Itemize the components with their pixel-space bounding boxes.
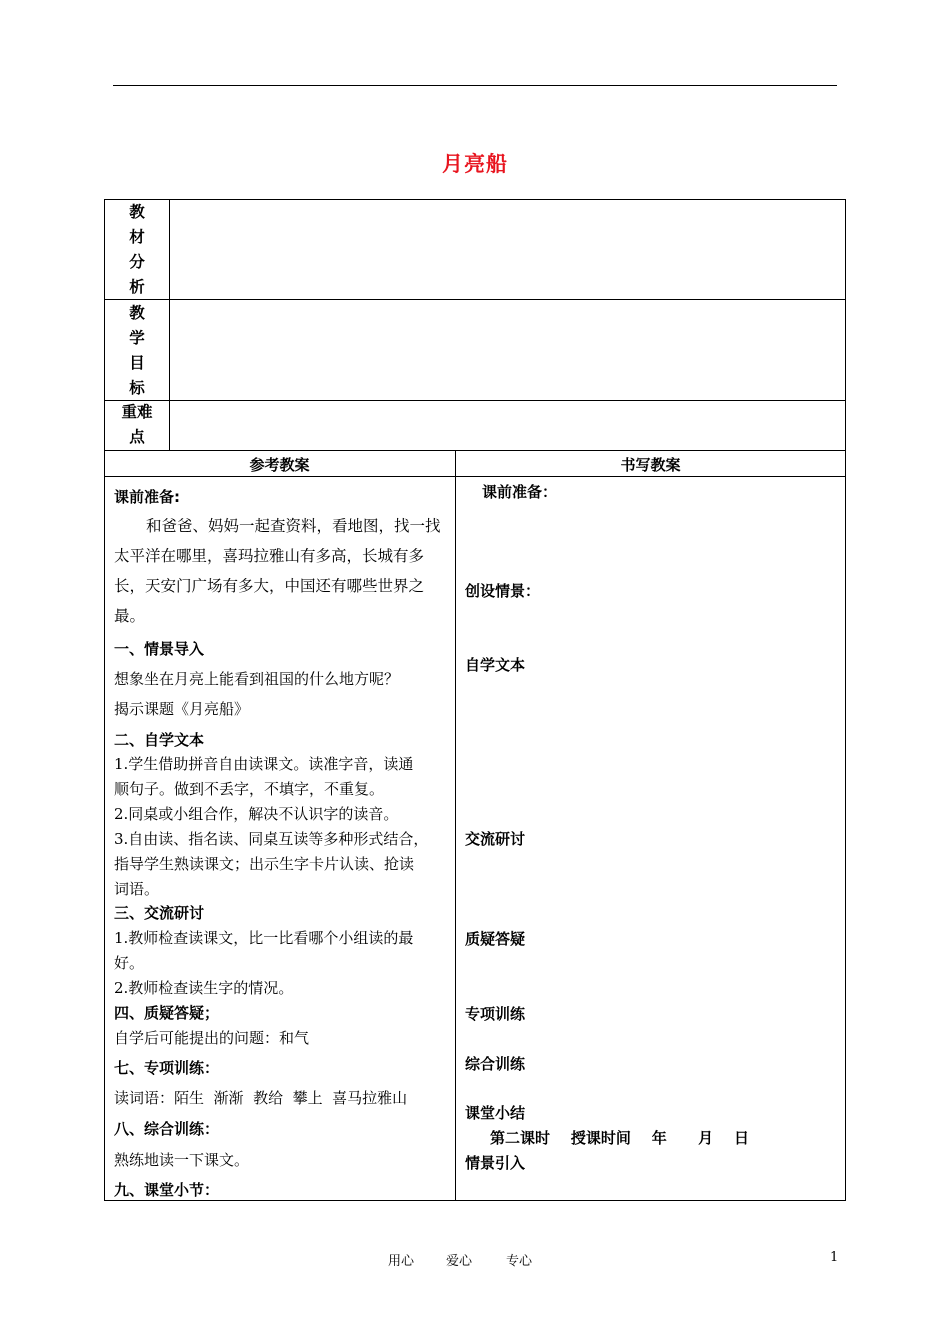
page-number: 1 [830, 1250, 839, 1265]
prep-heading: 课前准备: [114, 488, 180, 506]
row-label-goals: 教 学 目 标 [129, 304, 145, 397]
right-self-study-heading: 自学文本 [465, 656, 526, 674]
row-divider [104, 299, 846, 300]
section-4-heading: 四、质疑答疑； [114, 1004, 220, 1022]
right-qa-heading: 质疑答疑 [465, 930, 526, 948]
right-intro-heading: 情景引入 [465, 1154, 526, 1172]
section-2-line: 指导学生熟读课文；出示生字卡片认读、抢读 [114, 855, 415, 873]
section-2-line: 1.学生借助拼音自由读课文。读准字音，读通 [114, 755, 414, 773]
section-4-line: 自学后可能提出的问题：和气 [114, 1029, 310, 1047]
section-3-line: 1.教师检查读课文，比一比看哪个小组读的最 [114, 929, 414, 947]
section-2-line: 顺句子。做到不丢字，不填字，不重复。 [114, 780, 385, 798]
footer-motto: 爱心 [446, 1254, 473, 1269]
right-summary-heading: 课堂小结 [465, 1104, 526, 1122]
section-2-line: 3.自由读、指名读、同桌互读等多种形式结合， [114, 830, 429, 848]
section-1-heading: 一、情景导入 [114, 640, 205, 658]
right-comprehensive-heading: 综合训练 [465, 1055, 526, 1073]
section-8-heading: 八、综合训练： [114, 1120, 220, 1138]
plan-column-divider [455, 450, 456, 1201]
section-2-heading: 二、自学文本 [114, 731, 205, 749]
footer-motto: 专心 [506, 1254, 533, 1269]
section-8-line: 熟练地读一下课文。 [114, 1151, 250, 1169]
section-2-line: 2.同桌或小组合作，解决不认识字的读音。 [114, 805, 399, 823]
right-discuss-heading: 交流研讨 [465, 830, 526, 848]
document-title: 月亮船 [442, 152, 508, 176]
row-divider [104, 450, 846, 451]
section-1-line: 想象坐在月亮上能看到祖国的什么地方呢？ [114, 670, 400, 688]
right-special-heading: 专项训练 [465, 1005, 526, 1023]
section-1-line: 揭示课题《月亮船》 [114, 700, 250, 718]
section-3-line: 2.教师检查读生字的情况。 [114, 979, 294, 997]
row-label-analysis: 教 材 分 析 [129, 203, 145, 296]
header-rule [113, 85, 837, 86]
section-3-heading: 三、交流研讨 [114, 904, 205, 922]
section-2-line: 词语。 [114, 880, 160, 898]
reference-plan-header: 参考教案 [249, 456, 310, 474]
prep-text: 和爸爸、妈妈一起查资料，看地图，找一找太平洋在哪里，喜玛拉雅山有多高，长城有多长，天安门广场有多大，中国还有哪些世界之最。 [114, 517, 441, 625]
row-label-key-points: 重难 点 [121, 403, 153, 446]
section-7-line: 读词语：陌生 渐渐 教给 攀上 喜马拉雅山 [114, 1089, 408, 1107]
right-scene-heading: 创设情景： [465, 582, 541, 600]
second-lesson-line: 第二课时 授课时间 年 月 日 [490, 1129, 750, 1147]
row-divider [104, 400, 846, 401]
section-9-heading: 九、课堂小节： [114, 1181, 220, 1199]
section-3-line: 好。 [114, 954, 145, 972]
section-7-heading: 七、专项训练： [114, 1059, 220, 1077]
row-divider [104, 476, 846, 477]
label-column-divider [169, 199, 170, 451]
right-prep-heading: 课前准备： [482, 483, 558, 501]
writing-plan-header: 书写教案 [620, 456, 681, 474]
footer-motto: 用心 [388, 1254, 415, 1269]
